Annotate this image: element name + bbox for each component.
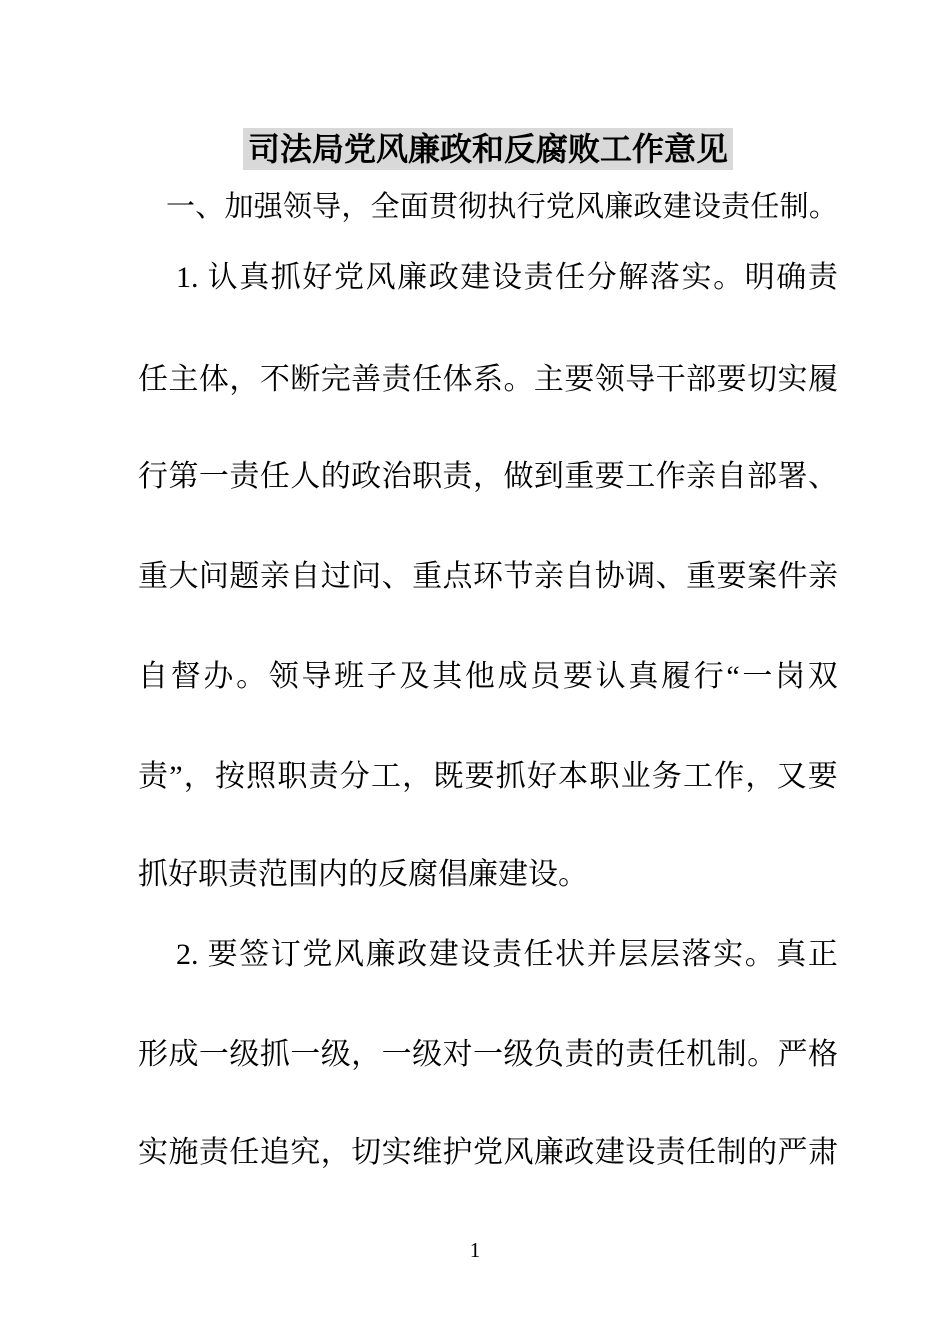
text-line: 抓好职责范围内的反腐倡廉建设。 [138,858,588,891]
text-line-section-heading: 一 、 加 强 领 导 ， 全 面 贯 彻 执 行 党 风 廉 政 建 设 责 任 制 。 [166,191,838,223]
text-line: 责 ” ， 按 照 职 责 分 工 ， 既 要 抓 好 本 职 业 务 工 作 ， 又 要 [138,760,838,793]
text-line: 2. 要 签 订 党 风 廉 政 建 设 责 任 状 并 层 层 落 实 。 真 正 [176,938,838,971]
text-line: 1. 认 真 抓 好 党 风 廉 政 建 设 责 任 分 解 落 实 。 明 确 责 [176,261,838,294]
page-number: 1 [469,1238,481,1262]
document-title-text: 司法局党风廉政和反腐败工作意见 [243,128,733,170]
text-line: 任 主 体 ， 不 断 完 善 责 任 体 系 。 主 要 领 导 干 部 要 切 实 履 [138,363,838,396]
text-line: 行 第 一 责 任 人 的 政 治 职 责 ， 做 到 重 要 工 作 亲 自 部 署 、 [138,460,838,493]
text-line: 重 大 问 题 亲 自 过 问 、 重 点 环 节 亲 自 协 调 、 重 要 案 件 亲 [138,560,838,593]
text-line: 实 施 责 任 追 究 ， 切 实 维 护 党 风 廉 政 建 设 责 任 制 的 严 肃 [138,1136,838,1169]
text-line: 形 成 一 级 抓 一 级 ， 一 级 对 一 级 负 责 的 责 任 机 制 。 严 格 [138,1038,838,1071]
text-line: 自 督 办 。 领 导 班 子 及 其 他 成 员 要 认 真 履 行 “ 一 岗 双 [138,660,838,693]
document-title [138,128,838,170]
